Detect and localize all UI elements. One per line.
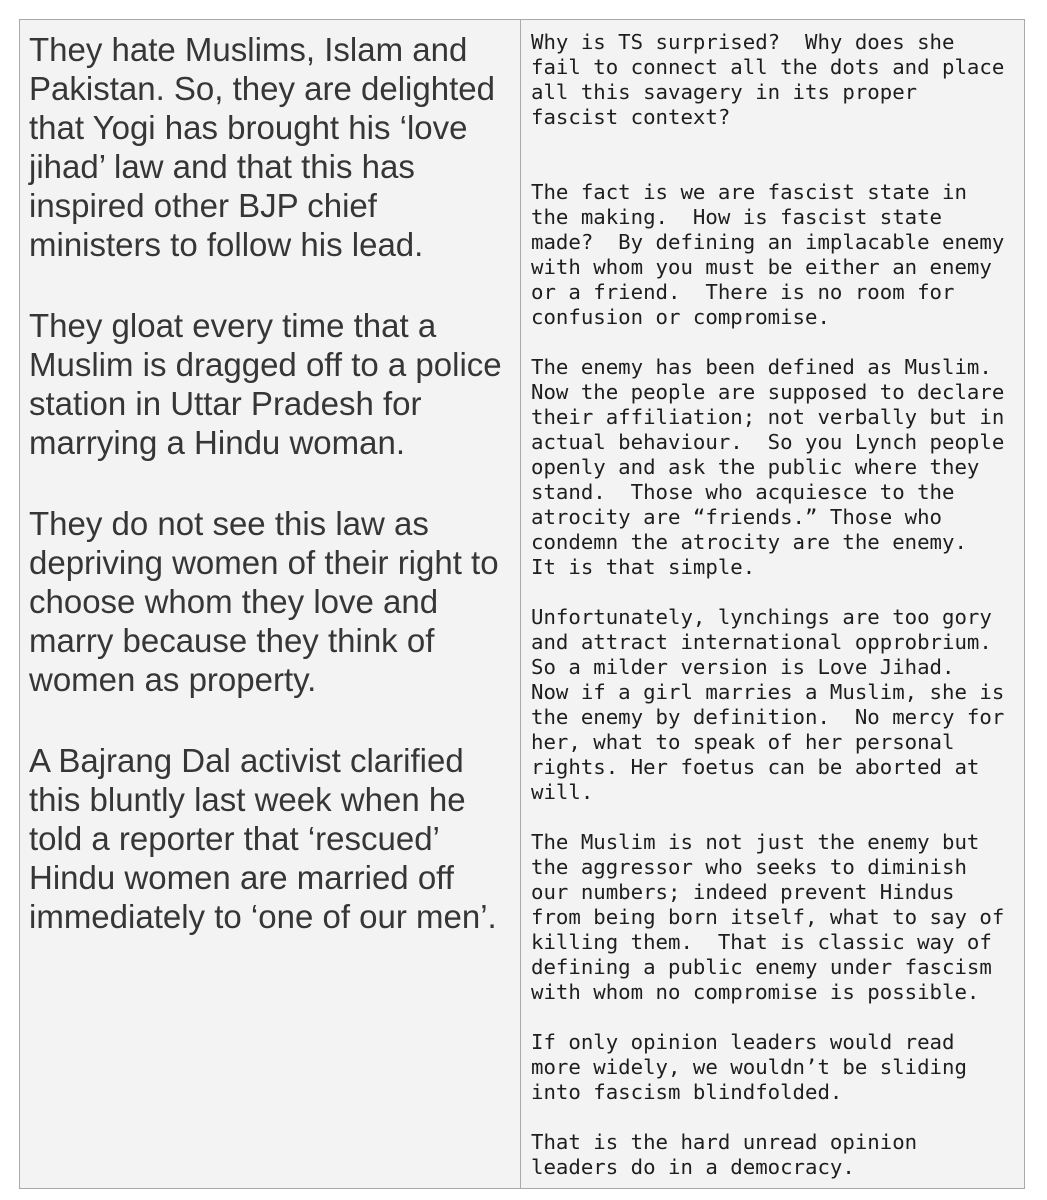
text-line: more widely, we wouldn’t be sliding [531,1055,967,1079]
text-line: jihad’ law and that this has [29,148,415,185]
left-paragraph [29,306,520,462]
text-line: fail to connect all the dots and place [531,55,1005,79]
text-line: with whom no compromise is possible. [531,980,980,1004]
text-line: Pakistan. So, they are delighted [29,70,495,107]
text-line: Muslim is dragged off to a police [29,346,502,383]
text-line: atrocity are “friends.” Those who [531,505,943,529]
text-line: and attract international opprobrium. [531,630,992,654]
text-line: the making. How is fascist state [531,205,943,229]
left-paragraph [29,741,520,936]
right-column [521,20,1024,1188]
text-line: The Muslim is not just the enemy but [531,830,980,854]
text-line: defining a public enemy under fascism [531,955,992,979]
text-line: They gloat every time that a [29,307,437,344]
right-paragraph [531,30,1024,130]
text-line: inspired other BJP chief [29,187,377,224]
text-line: women as property. [29,661,317,698]
text-line: They hate Muslims, Islam and [29,31,468,68]
text-line: or a friend. There is no room for [531,280,955,304]
right-paragraph [531,180,1024,330]
text-line: Why is TS surprised? Why does she [531,30,955,54]
text-line: Now the people are supposed to declare [531,380,1005,404]
text-line: made? By defining an implacable enemy [531,230,1005,254]
text-line: openly and ask the public where they [531,455,980,479]
text-line: marry because they think of [29,622,435,659]
right-paragraph [531,1030,1024,1105]
text-line: this bluntly last week when he [29,781,466,818]
text-line: The enemy has been defined as Muslim. [531,355,992,379]
text-line: station in Uttar Pradesh for [29,385,422,422]
text-line: A Bajrang Dal activist clarified [29,742,464,779]
left-paragraph [29,30,520,264]
text-line: the enemy by definition. No mercy for [531,705,1005,729]
text-line: into fascism blindfolded. [531,1080,843,1104]
text-line: depriving women of their right to [29,544,499,581]
text-line: all this savagery in its proper [531,80,918,104]
text-line: from being born itself, what to say of [531,905,1005,929]
text-line: actual behaviour. So you Lynch people [531,430,1005,454]
text-line: with whom you must be either an enemy [531,255,992,279]
text-line: leaders do in a democracy. [531,1155,855,1179]
text-line: ministers to follow his lead. [29,226,424,263]
text-line: condemn the atrocity are the enemy. [531,530,967,554]
right-paragraph [531,830,1024,1005]
text-line: Hindu women are married off [29,859,454,896]
text-line: They do not see this law as [29,505,429,542]
text-line: stand. Those who acquiesce to the [531,480,955,504]
right-paragraph [531,605,1024,805]
document-table [19,19,1025,1189]
text-line: their affiliation; not verbally but in [531,405,1005,429]
text-line: that Yogi has brought his ‘love [29,109,468,146]
text-line: our numbers; indeed prevent Hindus [531,880,955,904]
text-line: will. [531,780,594,804]
text-line: her, what to speak of her personal [531,730,955,754]
text-line: Unfortunately, lynchings are too gory [531,605,992,629]
text-line: the aggressor who seeks to diminish [531,855,967,879]
text-line: confusion or compromise. [531,305,830,329]
text-line: immediately to ‘one of our men’. [29,898,497,935]
text-line: choose whom they love and [29,583,439,620]
text-line: That is the hard unread opinion [531,1130,918,1154]
text-line: Now if a girl marries a Muslim, she is [531,680,1005,704]
right-paragraph [531,1130,1024,1180]
text-line: killing them. That is classic way of [531,930,992,954]
text-line: If only opinion leaders would read [531,1030,955,1054]
text-line: rights. Her foetus can be aborted at [531,755,980,779]
left-paragraph [29,504,520,699]
text-line: So a milder version is Love Jihad. [531,655,955,679]
text-line: The fact is we are fascist state in [531,180,967,204]
left-column [20,20,521,1188]
text-line: It is that simple. [531,555,756,579]
text-line: marrying a Hindu woman. [29,424,405,461]
right-paragraph [531,355,1024,580]
text-line: told a reporter that ‘rescued’ [29,820,440,857]
text-line: fascist context? [531,105,731,129]
